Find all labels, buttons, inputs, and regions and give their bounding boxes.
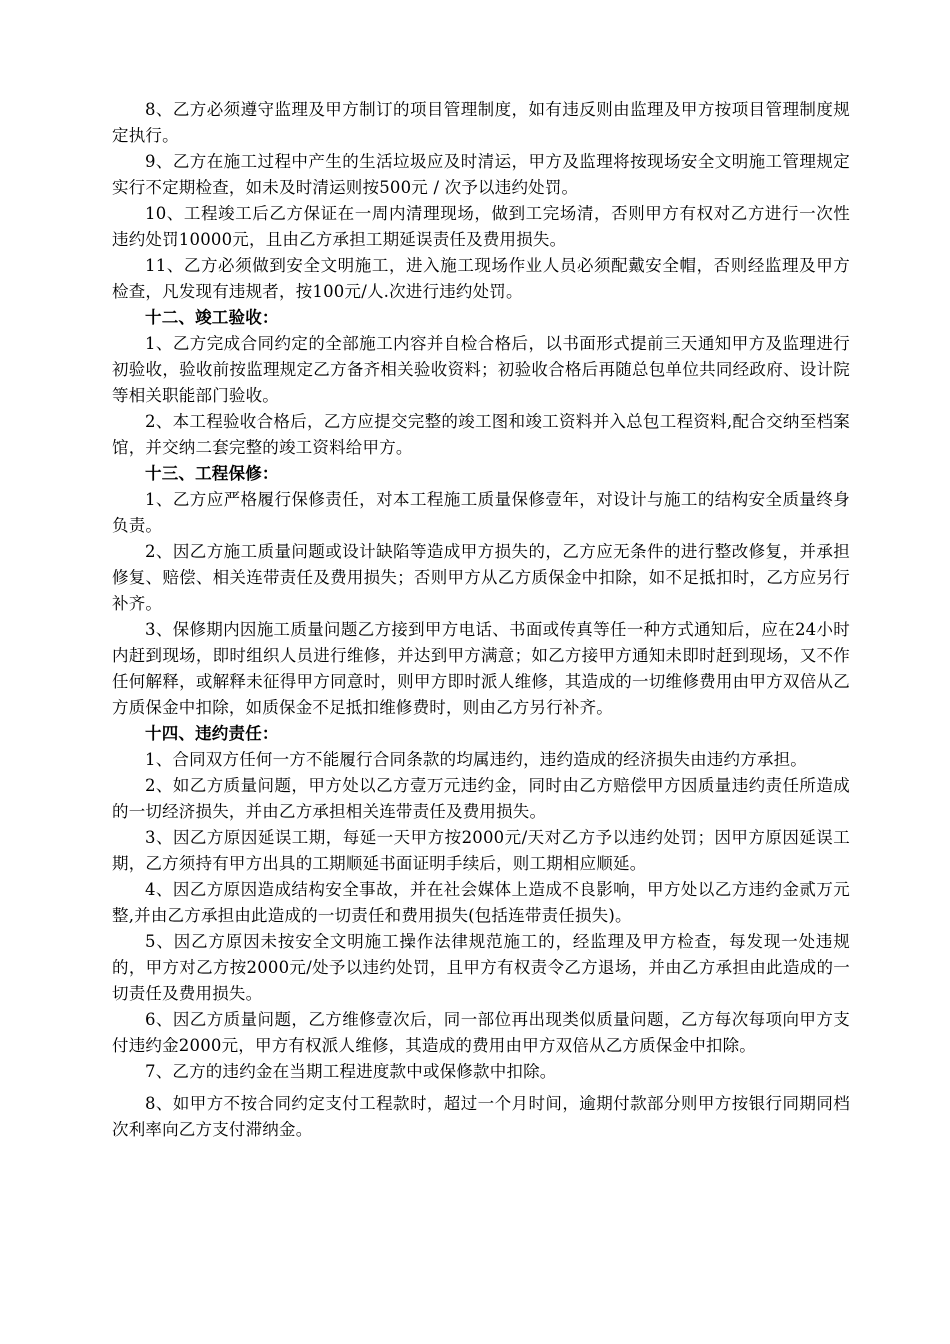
section-14-item-4: 4、因乙方原因造成结构安全事故，并在社会媒体上造成不良影响，甲方处以乙方违约金贰万元整,并由乙方承担由此造成的一切责任和费用损失(包括连带责任损失)。 (112, 880, 850, 925)
section-13-item-2: 2、因乙方施工质量问题或设计缺陷等造成甲方损失的，乙方应无条件的进行整改修复，并承担修复、赔偿、相关连带责任及费用损失；否则甲方从乙方质保金中扣除，如不足抵扣时，乙方应另行补齐。 (112, 542, 850, 613)
section-14-item-8: 8、如甲方不按合同约定支付工程款时，超过一个月时间，逾期付款部分则甲方按银行同期同档次利率向乙方支付滞纳金。 (112, 1094, 850, 1139)
section-12-item-2: 2、本工程验收合格后，乙方应提交完整的竣工图和竣工资料并入总包工程资料,配合交纳至档案馆，并交纳二套完整的竣工资料给甲方。 (112, 412, 850, 457)
section-13-item-3: 3、保修期内因施工质量问题乙方接到甲方电话、书面或传真等任一种方式通知后，应在24小时内赶到现场，即时组织人员进行维修，并达到甲方满意；如乙方接甲方通知未即时赶到现场，又不作任何解释，或解释未征得甲方同意时，则甲方即时派人维修，其造成的一切维修费用由甲方双倍从乙方质保金中扣除，如质保金不足抵扣维修费时，则由乙方另行补齐。 (112, 620, 850, 717)
section-14-item-3: 3、因乙方原因延误工期，每延一天甲方按2000元/天对乙方予以违约处罚；因甲方原因延误工期，乙方须持有甲方出具的工期顺延书面证明手续后，则工期相应顺延。 (112, 828, 850, 873)
section-14-heading: 十四、违约责任： (145, 724, 279, 743)
clause-9: 9、乙方在施工过程中产生的生活垃圾应及时清运，甲方及监理将按现场安全文明施工管理规定实行不定期检查，如未及时清运则按500元 / 次予以违约处罚。 (112, 152, 850, 197)
section-14-item-1: 1、合同双方任何一方不能履行合同条款的均属违约，违约造成的经济损失由违约方承担。 (145, 750, 807, 769)
section-12-item-1: 1、乙方完成合同约定的全部施工内容并自检合格后，以书面形式提前三天通知甲方及监理进行初验收，验收前按监理规定乙方备齐相关验收资料；初验收合格后再随总包单位共同经政府、设计院等相关职能部门验收。 (112, 334, 850, 405)
section-13-heading: 十三、工程保修： (145, 464, 279, 483)
section-13-item-1: 1、乙方应严格履行保修责任，对本工程施工质量保修壹年，对设计与施工的结构安全质量终身负责。 (112, 490, 850, 535)
section-14-item-6: 6、因乙方质量问题，乙方维修壹次后，同一部位再出现类似质量问题，乙方每次每项向甲方支付违约金2000元，甲方有权派人维修，其造成的费用由甲方双倍从乙方质保金中扣除。 (112, 1010, 850, 1055)
section-14-item-7: 7、乙方的违约金在当期工程进度款中或保修款中扣除。 (145, 1062, 557, 1081)
section-14-item-5: 5、因乙方原因未按安全文明施工操作法律规范施工的，经监理及甲方检查，每发现一处违规的，甲方对乙方按2000元/处予以违约处罚，且甲方有权责令乙方退场，并由乙方承担由此造成的一切责任及费用损失。 (112, 932, 850, 1003)
document-body (112, 97, 850, 1143)
clause-10: 10、工程竣工后乙方保证在一周内清理现场，做到工完场清，否则甲方有权对乙方进行一次性违约处罚10000元，且由乙方承担工期延误责任及费用损失。 (112, 204, 850, 249)
clause-11: 11、乙方必须做到安全文明施工，进入施工现场作业人员必须配戴安全帽，否则经监理及甲方检查，凡发现有违规者，按100元/人.次进行违约处罚。 (112, 256, 850, 301)
section-14-item-2: 2、如乙方质量问题，甲方处以乙方壹万元违约金，同时由乙方赔偿甲方因质量违约责任所造成的一切经济损失，并由乙方承担相关连带责任及费用损失。 (112, 776, 850, 821)
clause-8: 8、乙方必须遵守监理及甲方制订的项目管理制度，如有违反则由监理及甲方按项目管理制度规定执行。 (112, 100, 850, 145)
section-12-heading: 十二、竣工验收： (145, 308, 279, 327)
